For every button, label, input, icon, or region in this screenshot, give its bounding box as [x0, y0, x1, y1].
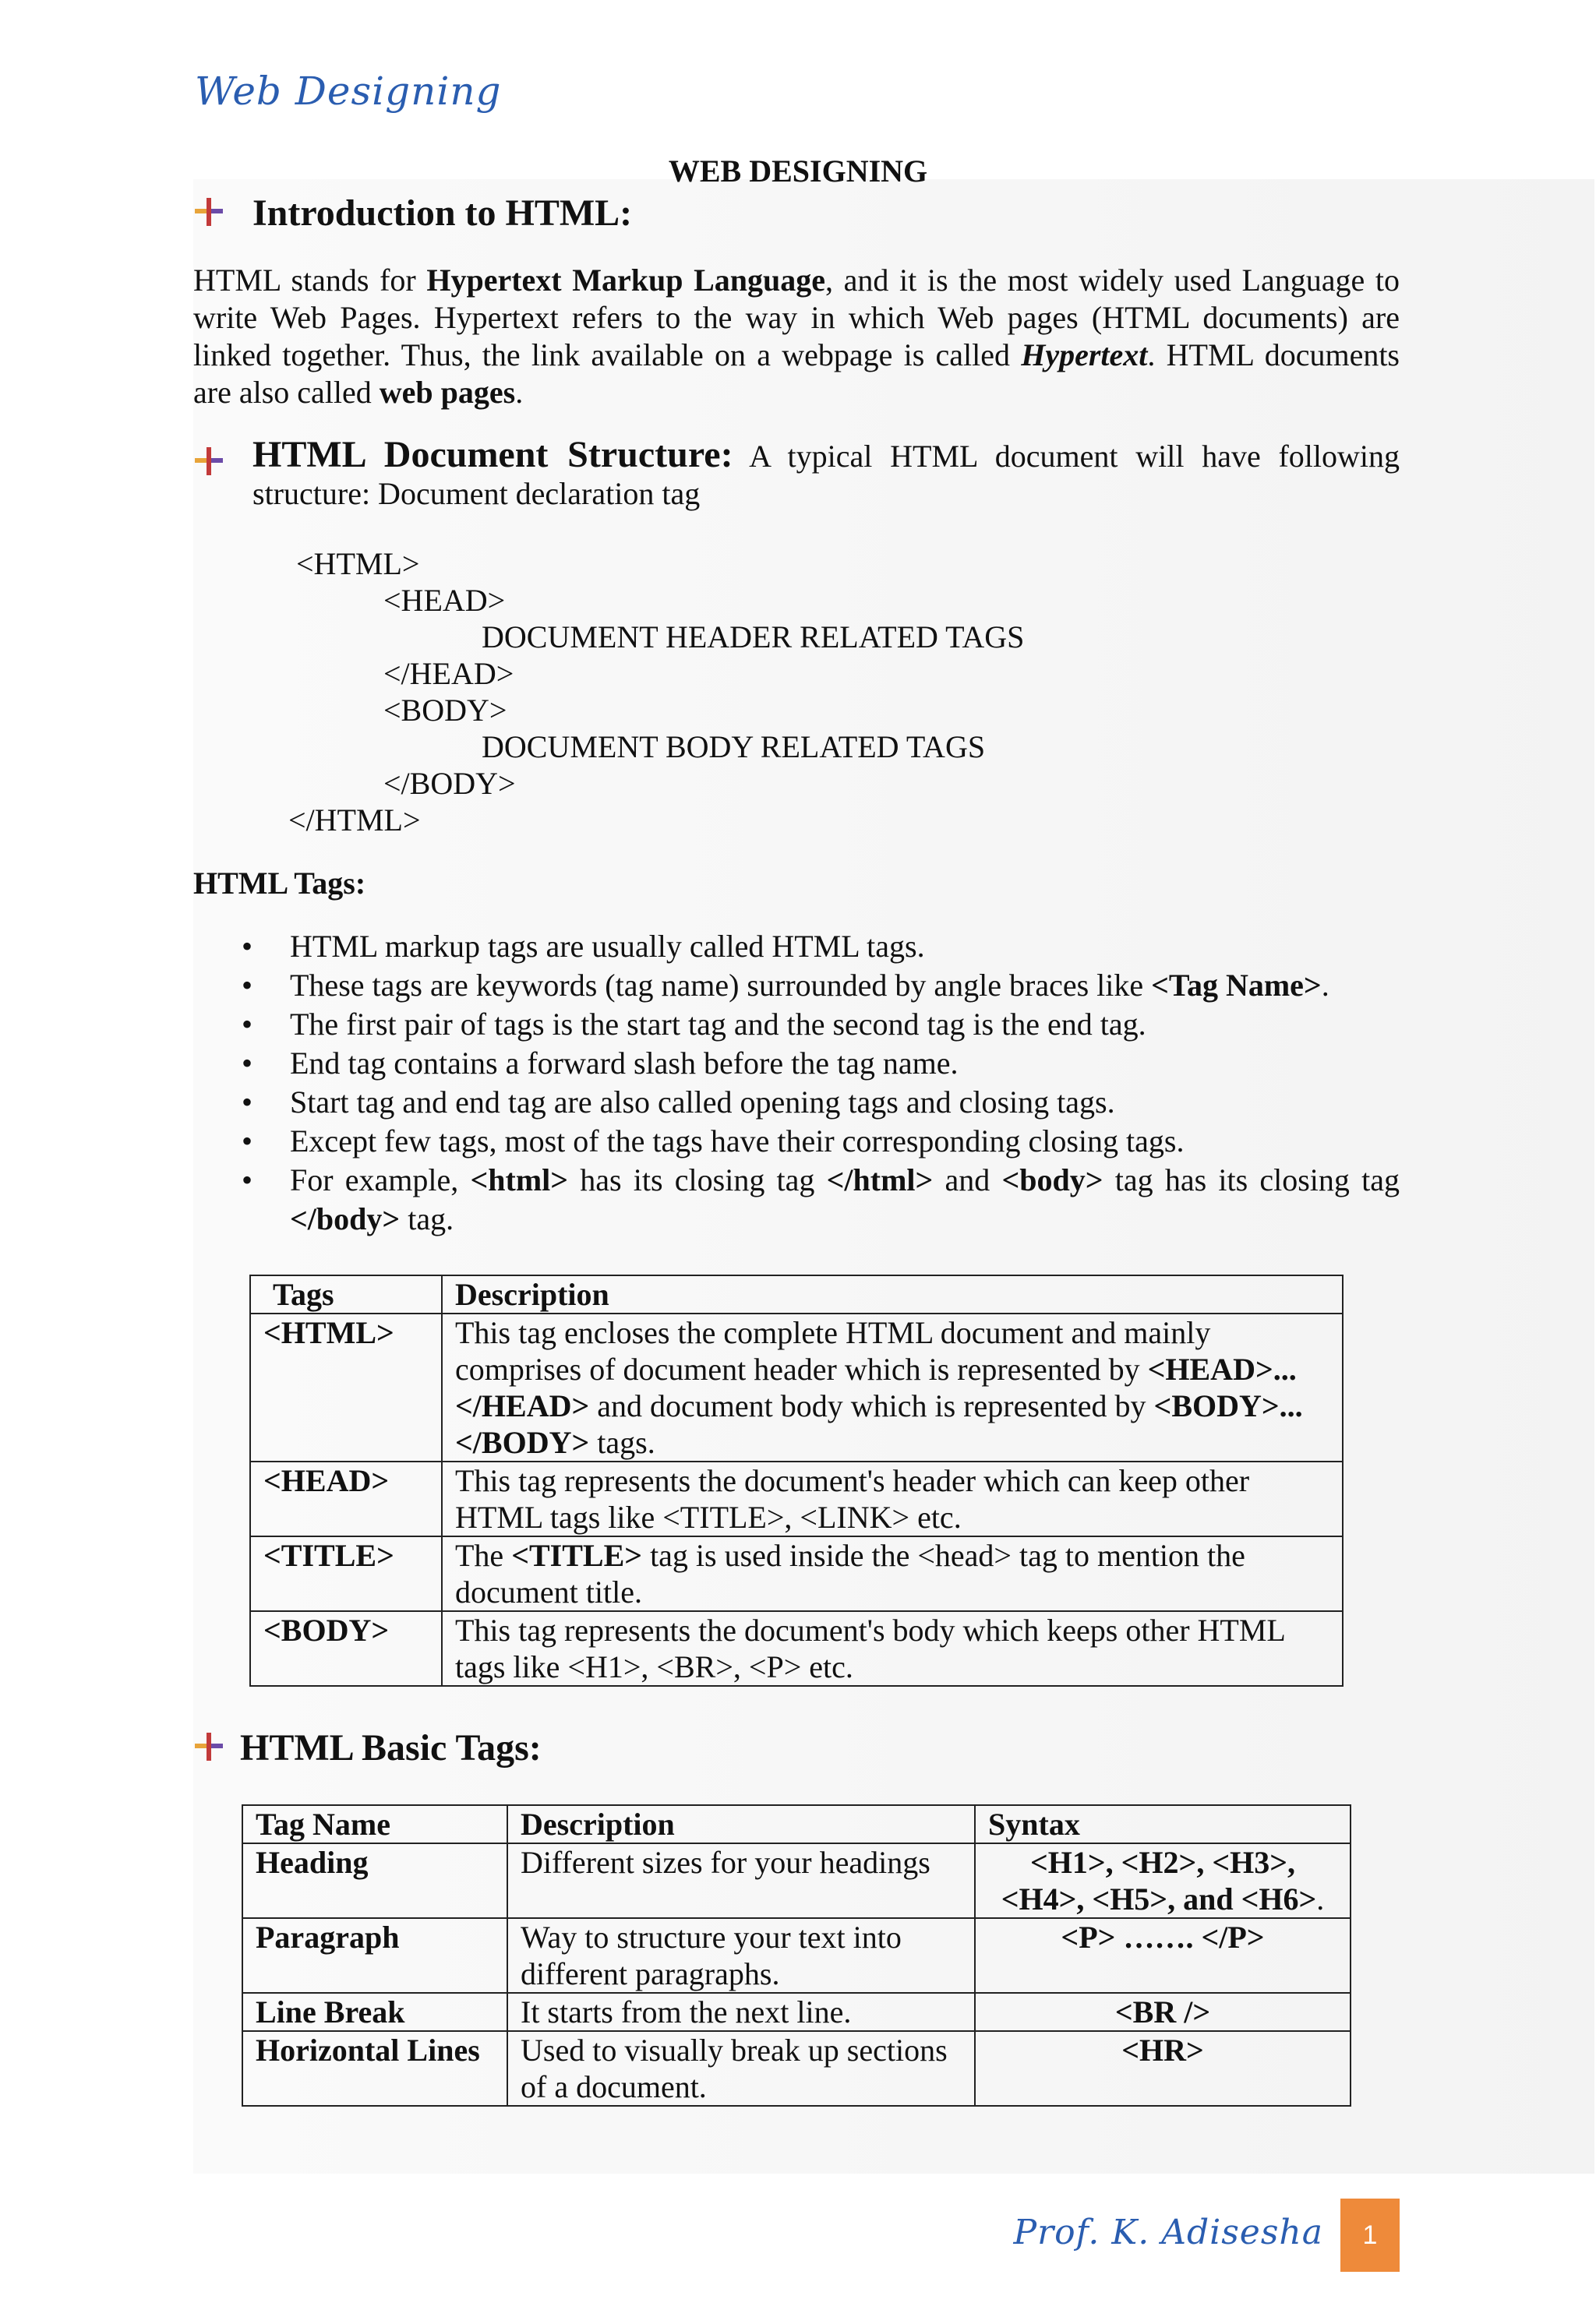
code-line: </HTML>: [288, 802, 421, 838]
code-line: DOCUMENT HEADER RELATED TAGS: [482, 619, 1025, 654]
table-cell: <H1>, <H2>, <H3>, <H4>, <H5>, and <H6>.: [975, 1843, 1351, 1918]
table-row: [242, 1843, 1351, 1918]
code-line: </BODY>: [383, 766, 516, 801]
document-title: WEB DESIGNING: [668, 153, 928, 189]
table-row: [242, 1918, 1351, 1993]
table-cell: <HTML>: [250, 1314, 442, 1462]
table-row: [242, 1993, 1351, 2031]
code-line: DOCUMENT BODY RELATED TAGS: [482, 729, 986, 764]
bullet-arrow-icon: [192, 444, 226, 478]
basic-tags-table: [242, 1804, 1351, 2107]
table-row: [250, 1611, 1343, 1686]
column-header: Tags: [250, 1275, 442, 1314]
basic-tags-heading: HTML Basic Tags:: [240, 1727, 542, 1769]
list-item: • The first pair of tags is the start tag and the second tag is the end tag.: [242, 1005, 1400, 1044]
tags-heading: HTML Tags:: [193, 866, 366, 901]
table-cell: This tag represents the document's header which can keep other HTML tags like <TITLE>, <LINK> etc.: [442, 1462, 1343, 1536]
tags-list: [242, 927, 1400, 1239]
table-header-row: [242, 1805, 1351, 1843]
table-cell: <TITLE>: [250, 1536, 442, 1611]
table-cell: Different sizes for your headings: [507, 1843, 975, 1918]
table-cell: Heading: [242, 1843, 507, 1918]
page-number-badge: 1: [1340, 2199, 1400, 2272]
table-cell: <P> ……. </P>: [975, 1918, 1351, 1993]
footer-author: Prof. K. Adisesha: [1013, 2213, 1323, 2252]
table-cell: This tag represents the document's body which keeps other HTML tags like <H1>, <BR>, <P> etc.: [442, 1611, 1343, 1686]
table-header-row: [250, 1275, 1343, 1314]
column-header: Tag Name: [242, 1805, 507, 1843]
table-row: [250, 1536, 1343, 1611]
bullet-arrow-icon: [192, 195, 226, 229]
structure-heading: HTML Document Structure:: [252, 434, 733, 475]
tags-table: [249, 1275, 1344, 1687]
list-item: • These tags are keywords (tag name) surrounded by angle braces like <Tag Name>.: [242, 966, 1400, 1005]
intro-heading: Introduction to HTML:: [252, 192, 633, 234]
list-item: • Start tag and end tag are also called opening tags and closing tags.: [242, 1083, 1400, 1122]
code-line: <HEAD>: [383, 583, 506, 618]
table-cell: <BODY>: [250, 1611, 442, 1686]
list-item: • For example, <html> has its closing tag </html> and <body> tag has its closing tag </body> tag.: [242, 1161, 1400, 1239]
table-row: [250, 1314, 1343, 1462]
table-cell: Line Break: [242, 1993, 507, 2031]
header-title: Web Designing: [195, 69, 502, 114]
column-header: Description: [507, 1805, 975, 1843]
table-cell: <HEAD>: [250, 1462, 442, 1536]
intro-paragraph: HTML stands for Hypertext Markup Language, and it is the most widely used Language to write Web Pages. Hypertext refers to the way in which Web pages (HTML documents) are linked together. Thus, the link available on a webpage is called Hypertext. HTML documents are also called web pages.: [193, 263, 1400, 410]
bullet-arrow-icon: [192, 1730, 226, 1764]
column-header: Description: [442, 1275, 1343, 1314]
list-item: • End tag contains a forward slash before the tag name.: [242, 1044, 1400, 1083]
column-header: Syntax: [975, 1805, 1351, 1843]
table-cell: <HR>: [975, 2031, 1351, 2106]
table-cell: Paragraph: [242, 1918, 507, 1993]
table-cell: Horizontal Lines: [242, 2031, 507, 2106]
table-row: [250, 1462, 1343, 1536]
code-line: <HTML>: [296, 546, 420, 581]
list-item: • HTML markup tags are usually called HTML tags.: [242, 927, 1400, 966]
table-cell: The <TITLE> tag is used inside the <head> tag to mention the document title.: [442, 1536, 1343, 1611]
code-line: </HEAD>: [383, 656, 514, 691]
structure-paragraph: HTML Document Structure: A typical HTML document will have following structure: Document declaration tag: [252, 434, 1400, 511]
list-item: • Except few tags, most of the tags have their corresponding closing tags.: [242, 1122, 1400, 1161]
table-cell: <BR />: [975, 1993, 1351, 2031]
table-cell: This tag encloses the complete HTML document and mainly comprises of document header which is represented by <HEAD>...</HEAD> and document body which is represented by <BODY>...</BODY> tags.: [442, 1314, 1343, 1462]
table-row: [242, 2031, 1351, 2106]
code-line: <BODY>: [383, 693, 507, 728]
table-cell: Way to structure your text into different paragraphs.: [507, 1918, 975, 1993]
table-cell: It starts from the next line.: [507, 1993, 975, 2031]
table-cell: Used to visually break up sections of a document.: [507, 2031, 975, 2106]
